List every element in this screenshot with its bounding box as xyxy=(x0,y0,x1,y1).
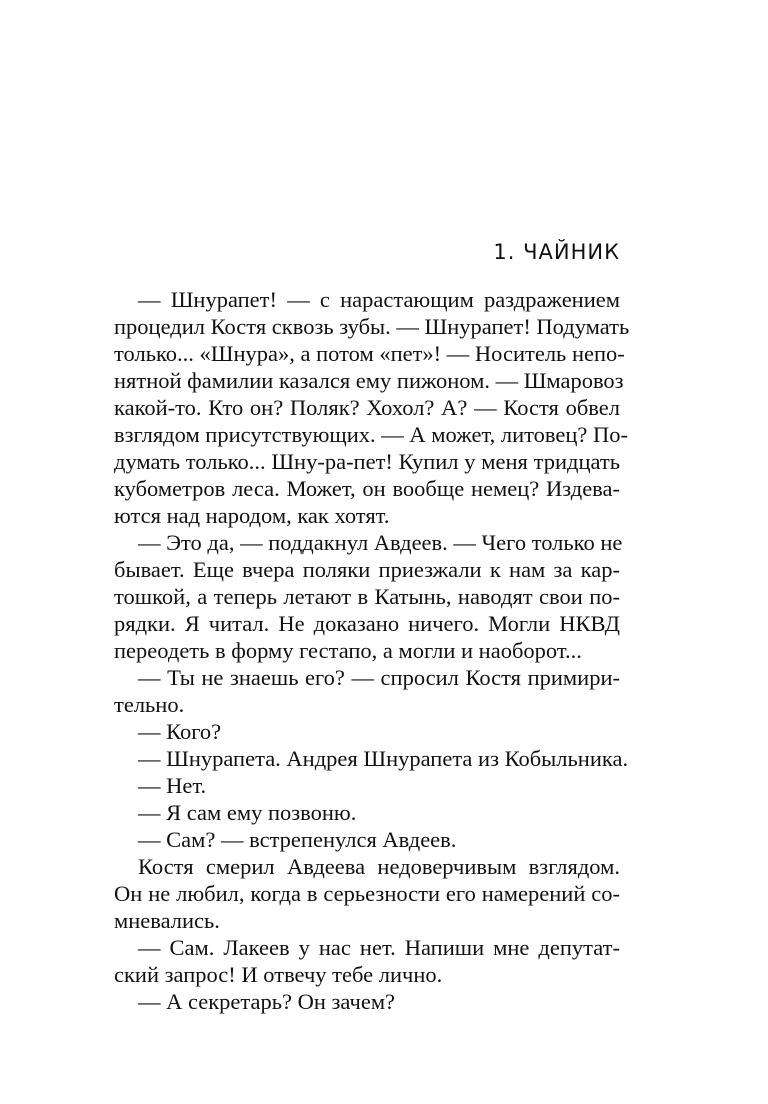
text-line: мневались. xyxy=(114,908,220,933)
text-line: — Сам. Лакеев у нас нет. Напиши мне депутат- xyxy=(138,935,620,960)
text-line: — Это да, — поддакнул Авдеев. — Чего только не xyxy=(138,530,623,555)
text-line: нятной фамилии казался ему пижоном. — Шмаровоз xyxy=(114,368,624,393)
text-line: ются над народом, как хотят. xyxy=(114,503,390,528)
text-line: думать только... Шну-ра-пет! Купил у меня тридцать xyxy=(114,449,620,474)
text-line: какой-то. Кто он? Поляк? Хохол? А? — Костя обвел xyxy=(114,395,620,420)
chapter-title: 1. ЧАЙНИК xyxy=(493,240,620,264)
text-line: кубометров леса. Может, он вообще немец? Издева- xyxy=(114,476,620,501)
text-line: рядки. Я читал. Не доказано ничего. Могли НКВД xyxy=(114,611,620,636)
text-line: — Нет. xyxy=(138,773,207,798)
text-line: бывает. Еще вчера поляки приезжали к нам за кар- xyxy=(114,557,620,582)
text-line: — Кого? xyxy=(138,719,222,744)
text-line: Он не любил, когда в серьезности его намерений со- xyxy=(114,881,620,906)
text-line: — Шнурапета. Андрея Шнурапета из Кобыльника. xyxy=(138,746,629,771)
text-line: ский запрос! И отвечу тебе лично. xyxy=(114,962,443,987)
text-line: — А секретарь? Он зачем? xyxy=(138,989,396,1014)
text-line: — Сам? — встрепенулся Авдеев. xyxy=(138,827,457,852)
text-line: тошкой, а теперь летают в Катынь, наводят свои по- xyxy=(114,584,620,609)
body-text xyxy=(114,286,630,1015)
text-line: — Ты не знаешь его? — спросил Костя примири- xyxy=(138,665,620,690)
text-line: переодеть в форму гестапо, а могли и наоборот... xyxy=(114,638,582,663)
text-line: взглядом присутствующих. — А может, литовец? По- xyxy=(114,422,629,447)
text-line: процедил Костя сквозь зубы. — Шнурапет! Подумать xyxy=(114,314,630,339)
text-line: тельно. xyxy=(114,692,185,717)
text-line: — Шнурапет! — с нарастающим раздражением xyxy=(138,287,620,312)
text-line: — Я сам ему позвоню. xyxy=(138,800,357,825)
text-line: Костя смерил Авдеева недоверчивым взглядом. xyxy=(138,854,620,879)
text-line: только... «Шнура», а потом «пет»! — Носитель непо- xyxy=(114,341,625,366)
